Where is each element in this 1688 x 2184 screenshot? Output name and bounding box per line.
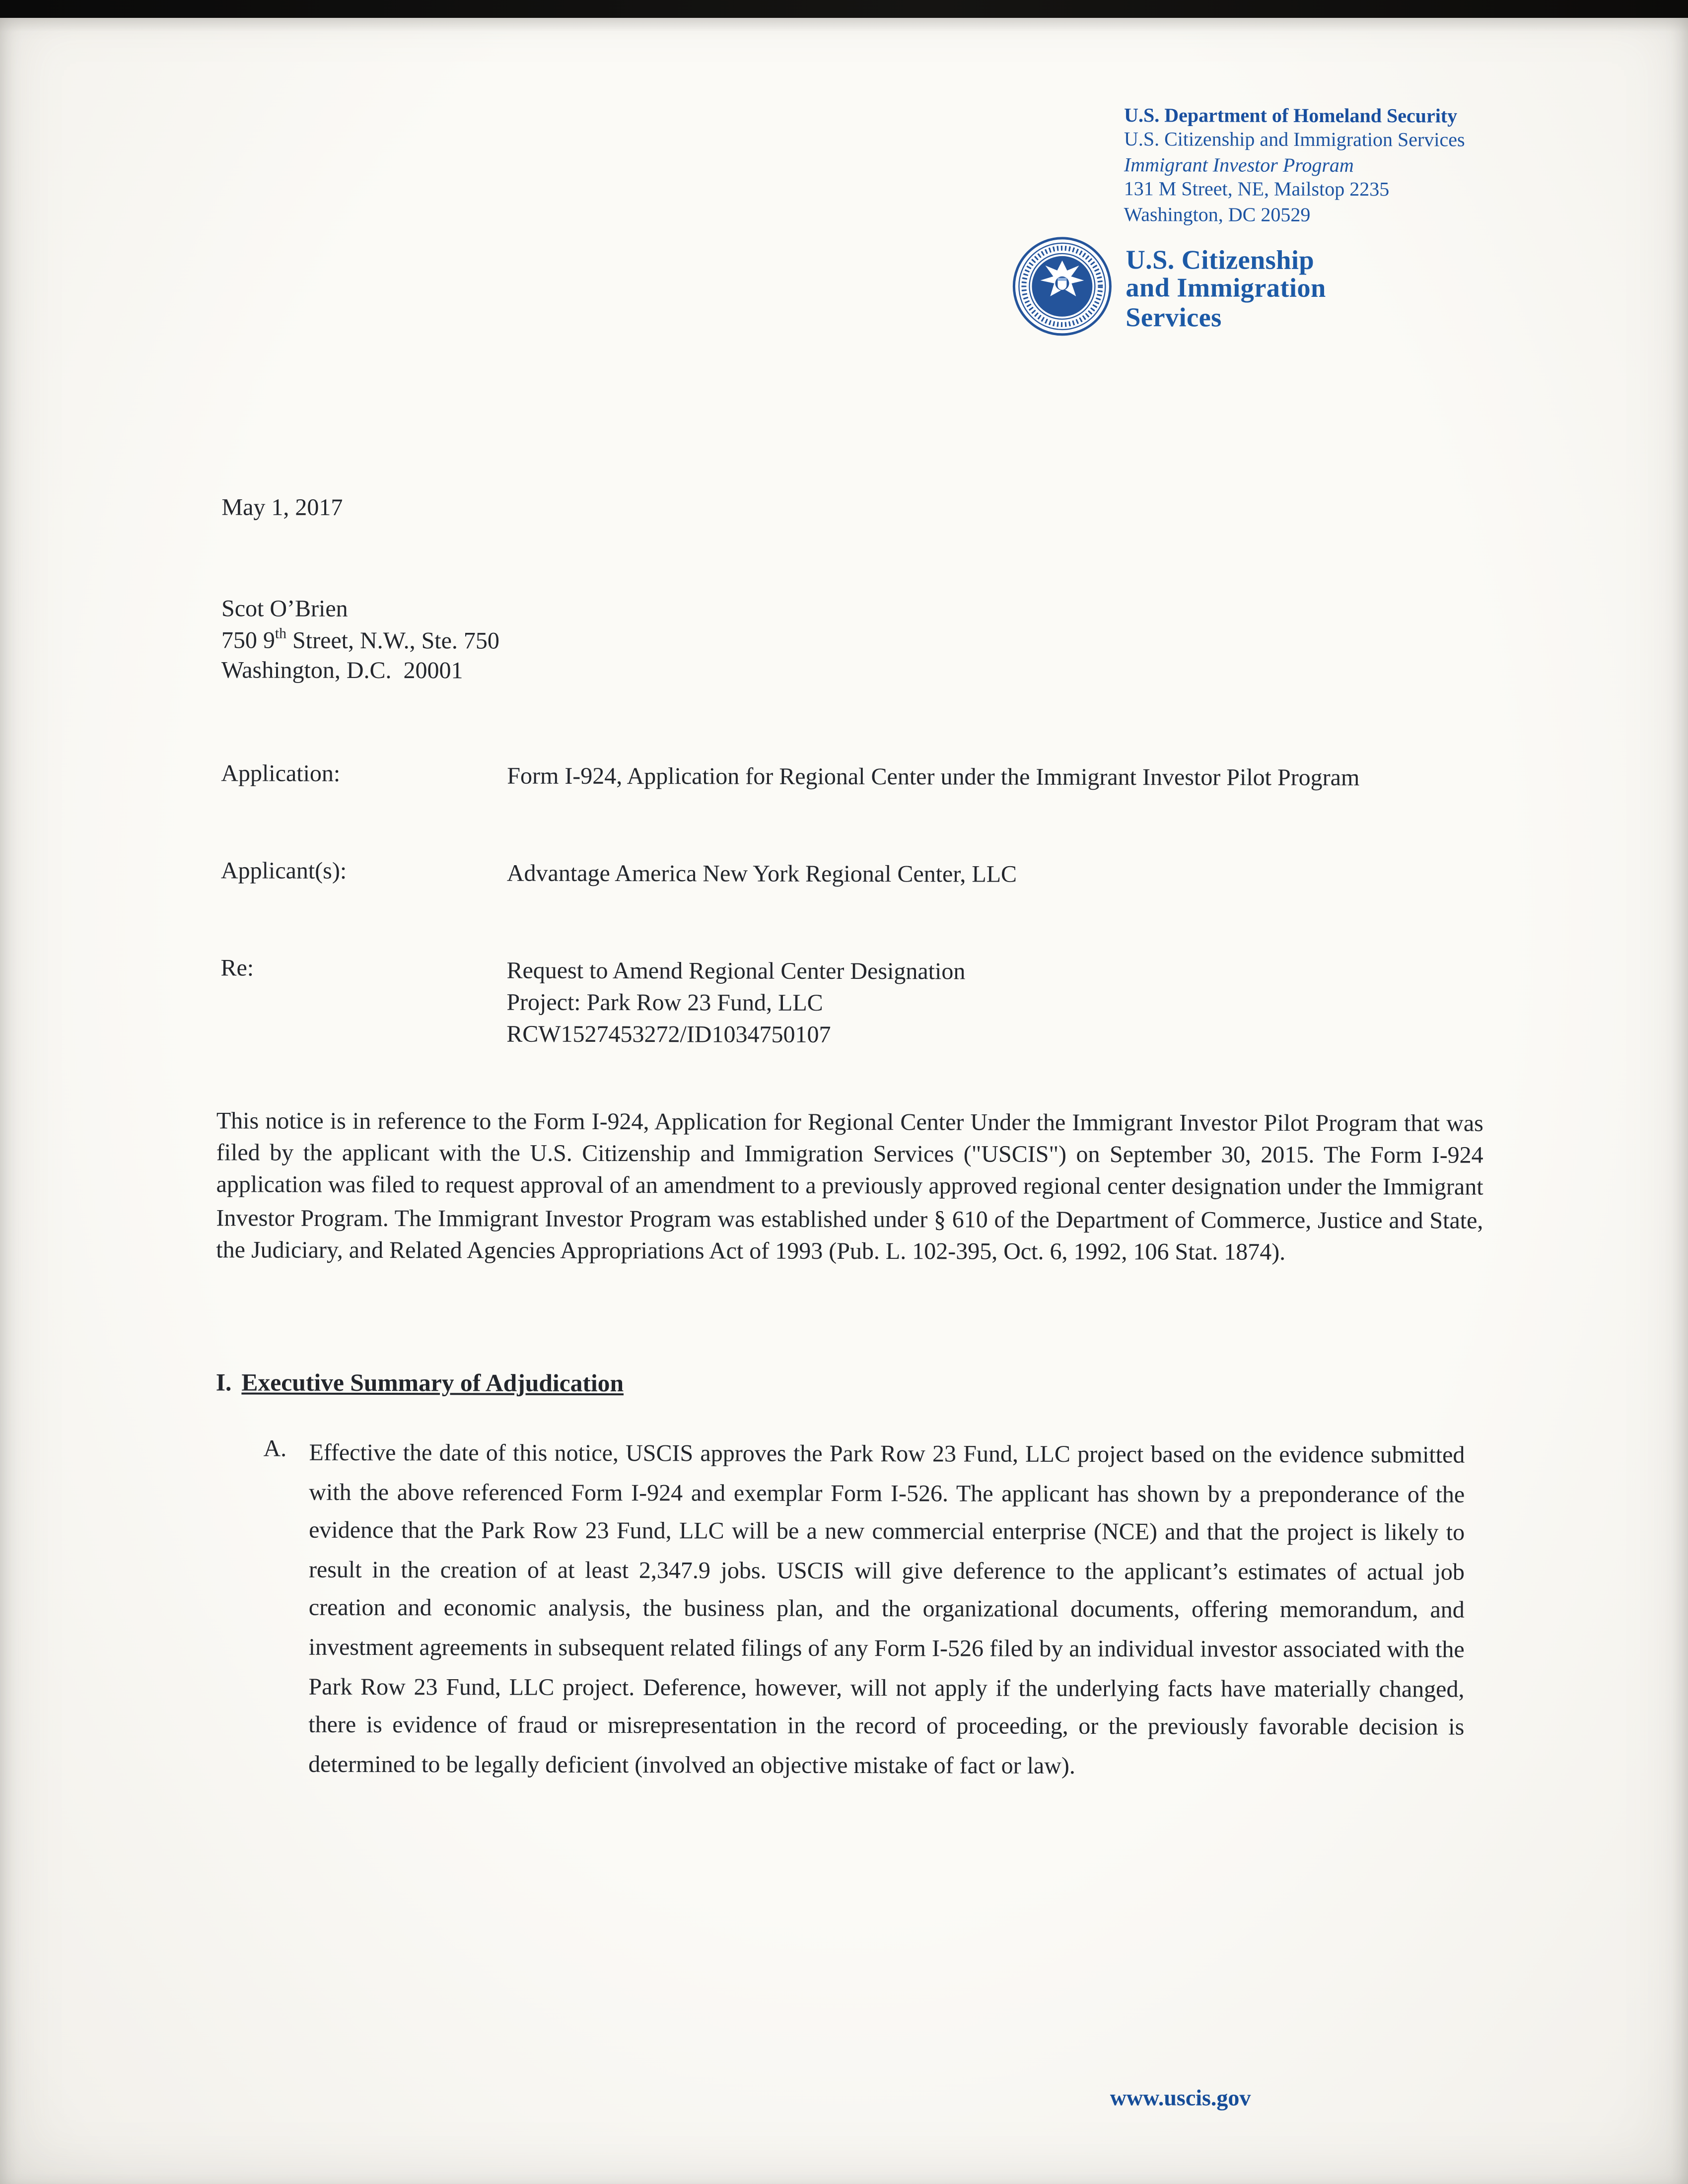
uscis-wordmark [1125, 247, 1326, 333]
ordinal-suffix: th [275, 623, 287, 642]
re-line-request: Request to Amend Regional Center Designation [506, 956, 966, 985]
address-street: Street, N.W., Ste. 750 [286, 625, 500, 654]
uscis-wordmark-line-2: and Immigration [1125, 273, 1326, 304]
agency-address-block [1124, 106, 1465, 230]
section-numeral: I. [215, 1368, 232, 1397]
ref-value-applicants: Advantage America New York Regional Center, LLC [506, 859, 1017, 888]
recipient-address-block [221, 594, 499, 687]
agency-line-city: Washington, DC 20529 [1124, 204, 1311, 227]
ref-label-application: Application: [221, 759, 341, 787]
recipient-address-line-1 [221, 625, 499, 657]
footer-website: www.uscis.gov [1110, 2087, 1251, 2112]
intro-paragraph: This notice is in reference to the Form I-924, Application for Regional Center Under the Immigrant Investor Pilot Program that was filed by the applicant with the U.S. Citizenship and Immigration Services ("USCIS") on September 30, 2015. The Form I-924 application was filed to request approval of an amendment to a previously approved regional center designation under the Immigrant Investor Program. The Immigrant Investor Program was established under § 610 of the Department of Commerce, Justice and State, the Judiciary, and Related Agencies Appropriations Act of 1993 (Pub. L. 102-395, Oct. 6, 1992, 106 Stat. 1874). [216, 1106, 1483, 1266]
agency-line-department: U.S. Department of Homeland Security [1124, 106, 1458, 129]
dhs-eagle-seal-icon [1012, 237, 1112, 336]
recipient-address-line-2: Washington, D.C. 20001 [221, 656, 463, 685]
agency-line-street: 131 M Street, NE, Mailstop 2235 [1124, 180, 1390, 203]
uscis-wordmark-line-3: Services [1125, 302, 1222, 332]
ref-label-re: Re: [220, 954, 254, 982]
uscis-wordmark-line-1: U.S. Citizenship [1125, 245, 1315, 275]
ref-value-re [506, 955, 1436, 1052]
recipient-name: Scot O’Brien [221, 594, 348, 622]
item-a-paragraph: Effective the date of this notice, USCIS approves the Park Row 23 Fund, LLC project based on the evidence submitted with the above referenced Form I-924 and exemplar Form I-526. The applicant has shown by a preponderance of the evidence that the Park Row 23 Fund, LLC will be a new commercial enterprise (NCE) and that the project is likely to result in the creation of at least 2,347.9 jobs. USCIS will give deference to the applicant’s estimates of actual job creation and economic analysis, the business plan, and the organizational documents, offering memorandum, and investment agreements in subsequent related filings of any Form I-526 filed by an individual investor associated with the Park Row 23 Fund, LLC project. Deference, however, will not apply if the underlying facts have materially changed, there is evidence of fraud or misrepresentation in the record of proceeding, or the previously favorable decision is determined to be legally deficient (involved an objective mistake of fact or law). [308, 1438, 1465, 1779]
ref-label-applicants: Applicant(s): [220, 856, 347, 885]
ref-value-application: Form I-924, Application for Regional Center under the Immigrant Investor Pilot Program [507, 761, 1360, 792]
item-a-marker: A. [263, 1434, 287, 1462]
letter-date: May 1, 2017 [221, 493, 343, 521]
re-line-receipt-id: RCW1527453272/ID1034750107 [506, 1020, 831, 1048]
re-line-project: Project: Park Row 23 Fund, LLC [506, 988, 823, 1017]
agency-line-program: Immigrant Investor Program [1124, 155, 1354, 178]
section-heading [216, 1368, 624, 1399]
address-number: 750 9 [221, 625, 275, 653]
agency-line-service: U.S. Citizenship and Immigration Services [1124, 130, 1465, 153]
section-title: Executive Summary of Adjudication [241, 1368, 624, 1398]
